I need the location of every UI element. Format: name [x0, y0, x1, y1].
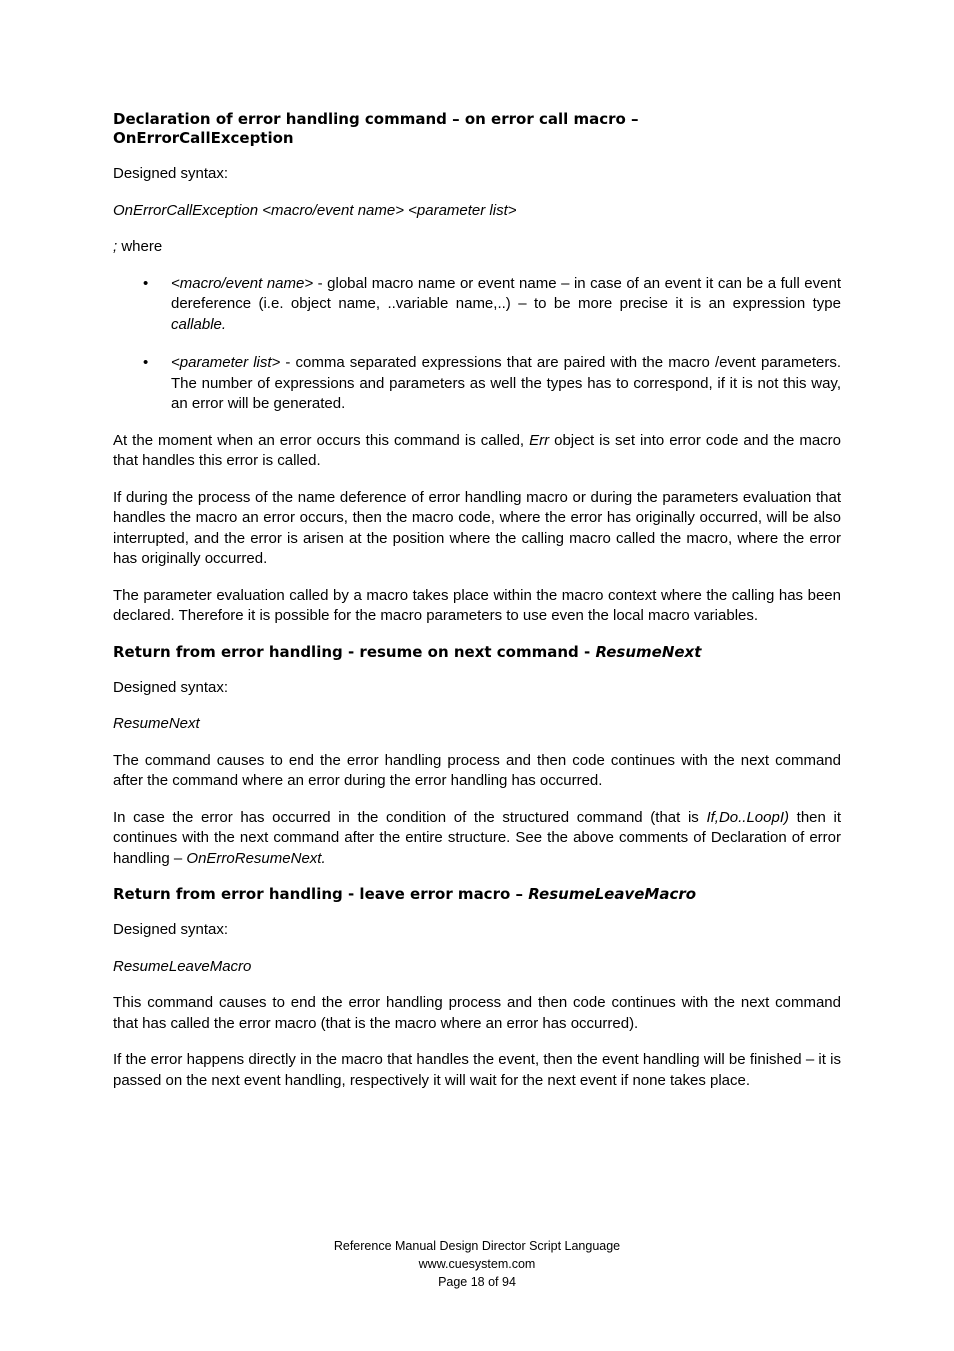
- footer-page-number: Page 18 of 94: [438, 1275, 516, 1289]
- parameter-list: [113, 274, 841, 415]
- designed-syntax-label: Designed syntax:: [113, 678, 229, 696]
- syntax-line: [113, 714, 841, 735]
- designed-syntax-label: Designed syntax:: [113, 165, 229, 182]
- list-item: [113, 353, 841, 415]
- text-run-italic: If,Do..LoopI): [706, 808, 789, 826]
- syntax-text: OnErrorCallException <macro/event name> <parameter list>: [113, 201, 517, 219]
- footer-title: Reference Manual Design Director Script Language: [333, 1239, 621, 1253]
- heading-text-italic: ResumeLeaveMacro: [528, 885, 697, 903]
- page-footer: [0, 1237, 954, 1291]
- paragraph: The parameter evaluation called by a macro takes place within the macro context where the calling has been declared. Therefore it is possible for the macro parameters to use even the local macro variables.: [113, 586, 841, 624]
- paragraph: This command causes to end the error handling process and then code continues with the next command that has called the error macro (that is the macro where an error has occurred).: [113, 994, 841, 1032]
- section-heading-resume-leave-macro: [113, 885, 841, 904]
- paragraph: If the error happens directly in the macro that handles the event, then the event handling will be finished – it is passed on the next event handling, respectively it will wait for the next event if none takes place.: [113, 1051, 841, 1089]
- page-content: [113, 110, 841, 1107]
- paragraph: [113, 431, 841, 472]
- bullet-glyph: •: [143, 274, 149, 292]
- footer-website: www.cuesystem.com: [418, 1257, 536, 1271]
- syntax-text: ResumeLeaveMacro: [113, 957, 252, 975]
- heading-text: Return from error handling - resume on next command -: [113, 642, 596, 661]
- paragraph: If during the process of the name deference of error handling macro or during the parameters evaluation that handles the macro an error occurs, then the macro code, where the error has originally occurred, will be also interrupted, and the error is arisen at the position where the calling macro called the macro, where the error has originally occurred.: [113, 488, 841, 567]
- text-run: In case the error has occurred in the condition of the structured command (that is: [113, 808, 707, 826]
- paragraph: [113, 808, 841, 870]
- where-semicolon: ;: [113, 238, 118, 255]
- text-run: then it continues with the next command after the entire structure. See the above comments of Declaration of error handling –: [113, 808, 842, 867]
- designed-syntax-label: Designed syntax:: [113, 921, 229, 938]
- param-term: <macro/event name>: [171, 274, 314, 292]
- bullet-glyph: •: [143, 354, 149, 371]
- text-run-italic: OnErroResumeNext.: [186, 849, 326, 867]
- where-line: [113, 237, 841, 258]
- paragraph: The command causes to end the error handling process and then code continues with the next command after the command where an error during the error handling has occurred.: [113, 751, 841, 789]
- param-tail: callable.: [171, 315, 227, 333]
- syntax-text: ResumeNext: [113, 715, 200, 732]
- syntax-line: [113, 201, 841, 222]
- heading-line: OnErrorCallException: [113, 129, 294, 147]
- section-heading-on-error-call-exception: [113, 110, 841, 148]
- list-item: [113, 274, 841, 336]
- param-description: - global macro name or event name – in case of an event it can be a full event dereference (i.e. object name, ..variable name,..) – to be more precise it is an expression type: [171, 274, 841, 312]
- param-term: <parameter list>: [171, 354, 281, 371]
- heading-text: Return from error handling - leave error macro –: [113, 885, 529, 903]
- syntax-line: [113, 957, 841, 978]
- heading-text-italic: ResumeNext: [595, 642, 702, 661]
- text-run: object is set into error code and the macro that handles this error is called.: [113, 431, 842, 469]
- where-text: where: [117, 238, 163, 255]
- heading-line: Declaration of error handling command – on error call macro –: [113, 110, 639, 128]
- text-run-italic: Err: [529, 431, 550, 449]
- param-description: - comma separated expressions that are paired with the macro /event parameters. The number of expressions and parameters as well the types has to correspond, if it is not this way, an error will be generated.: [171, 354, 841, 412]
- section-heading-resume-next: [113, 643, 841, 662]
- text-run: At the moment when an error occurs this command is called,: [113, 431, 530, 449]
